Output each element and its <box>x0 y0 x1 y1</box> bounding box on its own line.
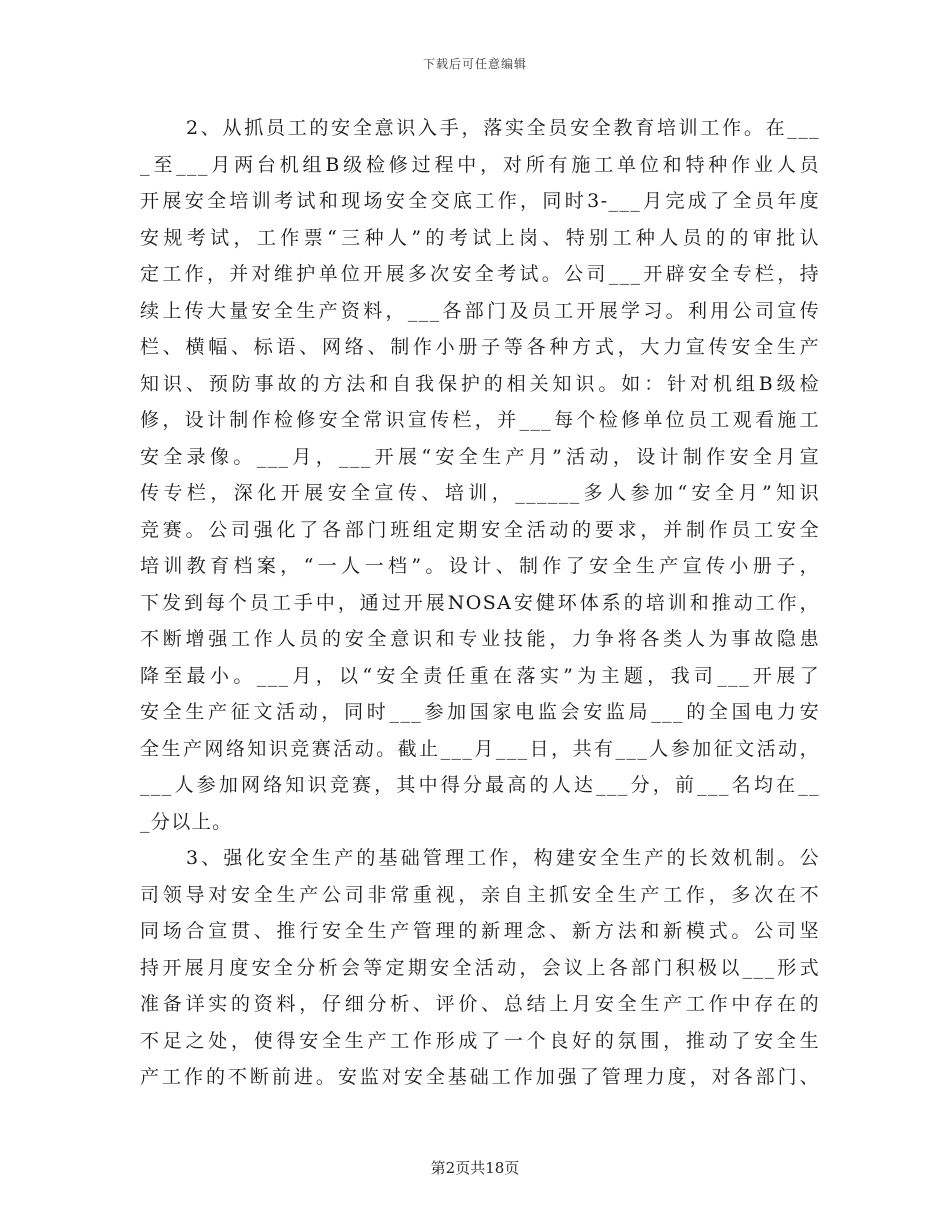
page-header: 下载后可任意编辑 <box>422 57 527 71</box>
text-line: 产工作的不断前进。安监对安全基础工作加强了管理力度，对各部门、 <box>140 1066 820 1088</box>
text-line: 安全生产征文活动，同时___参加国家电监会安监局___的全国电力安 <box>140 701 820 723</box>
paragraph-staff-training <box>140 110 820 840</box>
text-line: 全生产网络知识竞赛活动。截止___月___日，共有___人参加征文活动， <box>140 737 820 760</box>
document-body <box>140 110 820 1096</box>
text-line: 传专栏，深化开展安全宣传、培训，______多人参加“安全月”知识 <box>140 482 820 504</box>
text-line: 准备详实的资料，仔细分析、评价、总结上月安全生产工作中存在的 <box>140 993 820 1015</box>
text-line: 不断增强工作人员的安全意识和专业技能，力争将各类人为事故隐患 <box>140 628 820 650</box>
text-line: 培训教育档案，“一人一档”。设计、制作了安全生产宣传小册子， <box>140 555 820 577</box>
text-line: 安规考试，工作票“三种人”的考试上岗、特别工种人员的的审批认 <box>140 226 820 249</box>
text-line: 续上传大量安全生产资料，___各部门及员工开展学习。利用公司宣传 <box>140 299 820 322</box>
text-line: 下发到每个员工手中，通过开展NOSA安健环体系的培训和推动工作， <box>140 591 820 614</box>
text-line: 知识、预防事故的方法和自我保护的相关知识。如：针对机组B级检 <box>140 372 820 395</box>
text-line: 同场合宣贯、推行安全生产管理的新理念、新方法和新模式。公司坚 <box>140 920 820 942</box>
text-line: 2、从抓员工的安全意识入手，落实全员安全教育培训工作。在___ <box>186 117 820 139</box>
text-line: 持开展月度安全分析会等定期安全活动，会议上各部门积极以___形式 <box>140 956 820 979</box>
text-line: 不足之处，使得安全生产工作形成了一个良好的氛围，推动了安全生 <box>140 1029 820 1052</box>
text-line: 3、强化安全生产的基础管理工作，构建安全生产的长效机制。公 <box>186 847 820 869</box>
text-line: _至___月两台机组B级检修过程中，对所有施工单位和特种作业人员 <box>140 153 820 176</box>
page-number-footer: 第2页共18页 <box>430 1159 520 1177</box>
text-line: _分以上。 <box>140 810 233 833</box>
text-line: 司领导对安全生产公司非常重视，亲自主抓安全生产工作，多次在不 <box>140 883 820 906</box>
text-line: ___人参加网络知识竞赛，其中得分最高的人达___分，前___名均在__ <box>140 774 820 796</box>
text-line: 安全录像。___月，___开展“安全生产月”活动，设计制作安全月宣 <box>140 445 820 468</box>
text-line: 降至最小。___月，以“安全责任重在落实”为主题，我司___开展了 <box>140 664 820 687</box>
text-line: 修，设计制作检修安全常识宣传栏，并___每个检修单位员工观看施工 <box>140 409 820 431</box>
text-line: 栏、横幅、标语、网络、制作小册子等各种方式，大力宣传安全生产 <box>140 336 820 358</box>
text-line: 开展安全培训考试和现场安全交底工作，同时3-___月完成了全员年度 <box>140 190 820 212</box>
text-line: 竞赛。公司强化了各部门班组定期安全活动的要求，并制作员工安全 <box>140 518 820 541</box>
paragraph-safety-management <box>140 840 820 1096</box>
text-line: 定工作，并对维护单位开展多次安全考试。公司___开辟安全专栏，持 <box>140 263 820 285</box>
